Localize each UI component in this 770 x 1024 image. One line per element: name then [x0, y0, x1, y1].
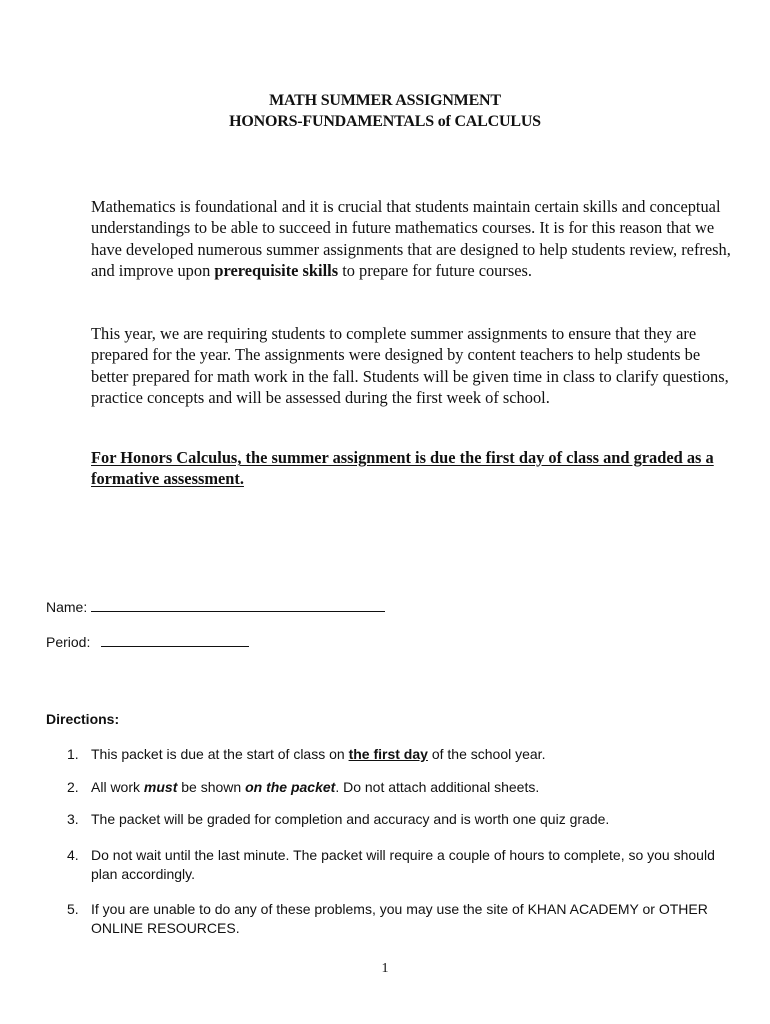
page-number: 1 — [381, 961, 389, 976]
direction-text-part: of the school year. — [427, 746, 546, 762]
due-date-notice: For Honors Calculus, the summer assignment is due the first day of class and graded as a formative assessment. — [91, 448, 714, 489]
direction-item — [67, 846, 727, 883]
direction-number: 1. — [67, 746, 79, 762]
name-label: Name: — [46, 599, 88, 615]
intro-paragraph — [91, 196, 731, 281]
period-label: Period: — [46, 634, 91, 650]
direction-text — [91, 745, 727, 764]
direction-text — [91, 778, 727, 797]
direction-item — [67, 900, 727, 937]
directions-heading: Directions: — [46, 711, 120, 727]
prerequisite-skills-emphasis: prerequisite skills — [214, 260, 339, 280]
direction-text-part: be shown — [177, 779, 246, 795]
direction-text-part: This packet is due at the start of class on — [91, 746, 349, 762]
direction-item — [67, 810, 727, 829]
direction-text: The packet will be graded for completion and accuracy and is worth one quiz grade. — [91, 811, 610, 827]
direction-item — [67, 745, 727, 764]
direction-number: 4. — [67, 847, 79, 863]
name-field-row — [46, 596, 385, 616]
period-field-row — [46, 631, 249, 651]
must-emphasis: must — [143, 779, 178, 795]
period-blank-line[interactable] — [101, 631, 249, 647]
name-blank-line[interactable] — [91, 596, 385, 612]
title-line-1: MATH SUMMER ASSIGNMENT — [269, 92, 501, 109]
direction-text-part: . Do not attach additional sheets. — [335, 779, 540, 795]
on-the-packet-emphasis: on the packet — [245, 779, 336, 795]
direction-text: If you are unable to do any of these problems, you may use the site of KHAN ACADEMY or OTHER ONLINE RESOURCES. — [91, 901, 708, 936]
title-line-2: HONORS-FUNDAMENTALS of CALCULUS — [229, 113, 541, 130]
direction-text: Do not wait until the last minute. The packet will require a couple of hours to complete, so you should plan accordingly. — [91, 847, 715, 882]
requirement-paragraph: This year, we are requiring students to complete summer assignments to ensure that they are prepared for the year. The assignments were designed by content teachers to help students be better prepared for math work in the fall. Students will be given time in class to clarify questions, practice concepts and will be assessed during the first week of school. — [91, 324, 729, 407]
direction-text-part: All work — [91, 779, 144, 795]
intro-paragraph-ending: to prepare for future courses. — [338, 260, 532, 280]
intro-paragraph-text: Mathematics is foundational and it is crucial that students maintain certain skills and conceptual understandings to be able to succeed in future mathematics courses. It is for this reason that we have developed numerous summer assignments that are designed to help students review, refresh, and improve upon — [91, 197, 731, 280]
document-title — [0, 90, 770, 132]
direction-number: 2. — [67, 779, 79, 795]
direction-number: 3. — [67, 811, 79, 827]
direction-item — [67, 778, 727, 797]
direction-number: 5. — [67, 901, 79, 917]
first-day-emphasis: the first day — [348, 746, 428, 762]
